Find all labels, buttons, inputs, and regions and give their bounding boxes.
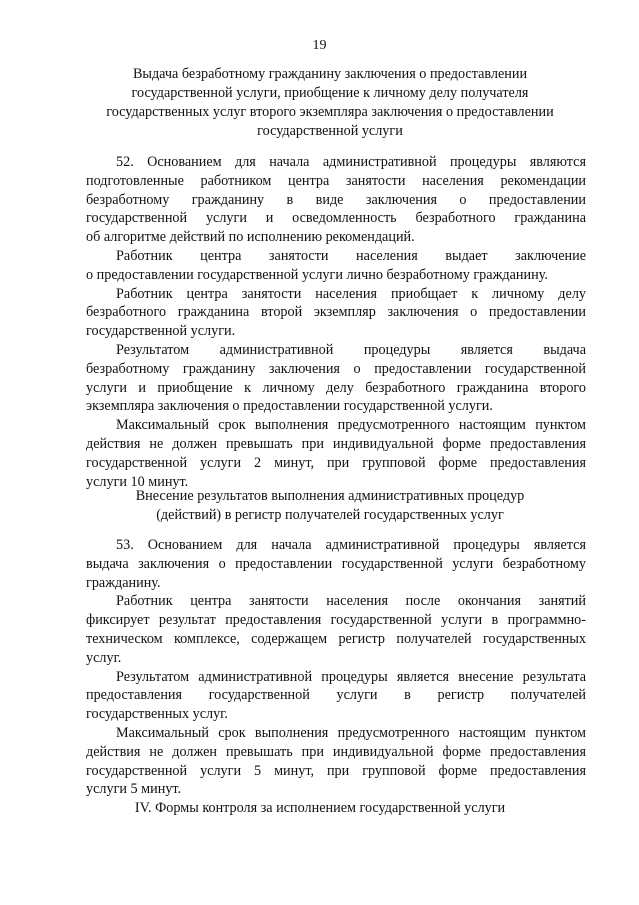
text-line: государственной услуги. (86, 323, 236, 340)
text-line: гражданину. (86, 574, 161, 591)
text-line: государственной услуги 2 минут, при групповой форме предоставления (86, 454, 586, 471)
heading-line: государственной услуги (257, 123, 403, 139)
heading-line: Выдача безработному гражданину заключения о предоставлении (132, 66, 528, 82)
paragraph-53-deadline (86, 724, 586, 799)
paragraph-52-attach (86, 285, 586, 341)
text-line: предоставления государственной услуги в регистр получателей (86, 687, 586, 704)
heading-line: (действий) в регистр получателей государственных услуг (156, 507, 504, 523)
text-line: экземпляра заключения о предоставлении государственной услуги. (86, 398, 493, 415)
text-line: государственных услуг. (86, 706, 228, 723)
section-52-body (86, 153, 586, 491)
text-line: подготовленные работником центра занятости населения рекомендации (86, 172, 586, 189)
heading-line: государственных услуг второго экземпляра заключения о предоставлении (106, 104, 554, 120)
text-line: государственной услуги 5 минут, при групповой форме предоставления (86, 762, 586, 779)
heading-line: Внесение результатов выполнения административных процедур (135, 488, 525, 504)
text-line: 52. Основанием для начала административной процедуры являются (116, 154, 586, 170)
text-line: безработного гражданина второй экземпляр заключения о предоставлении (86, 304, 586, 321)
text-line: фиксирует результат предоставления государственной услуги в программно- (86, 612, 586, 629)
paragraph-53-record (86, 592, 586, 667)
section-heading-issuance (80, 65, 580, 141)
paragraph-53-result (86, 668, 586, 724)
text-line: 53. Основанием для начала административной процедуры является (116, 537, 586, 553)
text-line: действия не должен превышать при индивидуальной форме предоставления (86, 743, 586, 760)
paragraph-52-deadline (86, 416, 586, 491)
text-line: Результатом административной процедуры является внесение результата (116, 668, 586, 685)
page-number: 19 (312, 38, 327, 53)
text-line: Результатом административной процедуры является выдача (116, 341, 586, 358)
heading-line: государственной услуги, приобщение к личному делу получателя (131, 85, 529, 101)
text-line: техническом комплексе, содержащем регистр получателей государственных (86, 630, 586, 647)
text-line: государственной услуги и осведомленность безработного гражданина (86, 210, 586, 227)
text-line: Работник центра занятости населения приобщает к личному делу (116, 285, 586, 302)
paragraph-52-result (86, 341, 586, 416)
text-line: Максимальный срок выполнения предусмотренного настоящим пунктом (116, 724, 586, 741)
paragraph-53-basis (86, 536, 586, 592)
text-line: действия не должен превышать при индивидуальной форме предоставления (86, 435, 586, 452)
text-line: услуги и приобщение к личному делу безработного гражданина второго (86, 379, 586, 396)
heading-line: IV. Формы контроля за исполнением государственной услуги (134, 800, 506, 816)
text-line: Работник центра занятости населения после окончания занятий (116, 593, 586, 610)
text-line: выдача заключения о предоставлении государственной услуги безработному (86, 555, 586, 572)
section-heading-register (100, 487, 560, 525)
text-line: о предоставлении государственной услуги лично безработному гражданину. (86, 266, 548, 283)
text-line: Работник центра занятости населения выдает заключение (116, 247, 586, 264)
text-line: об алгоритме действий по исполнению рекомендаций. (86, 229, 415, 246)
text-line: услуги 10 минут. (86, 473, 189, 490)
text-line: безработному гражданину заключения о предоставлении государственной (86, 360, 586, 377)
text-line: Максимальный срок выполнения предусмотренного настоящим пунктом (116, 417, 586, 434)
text-line: услуг. (86, 649, 122, 666)
paragraph-52-basis (86, 153, 586, 247)
section-heading-control-forms (80, 799, 560, 818)
text-line: услуги 5 минут. (86, 781, 182, 798)
section-53-body (86, 536, 586, 799)
text-line: безработному гражданину в виде заключения о предоставлении (86, 191, 586, 208)
paragraph-52-issue (86, 247, 586, 285)
